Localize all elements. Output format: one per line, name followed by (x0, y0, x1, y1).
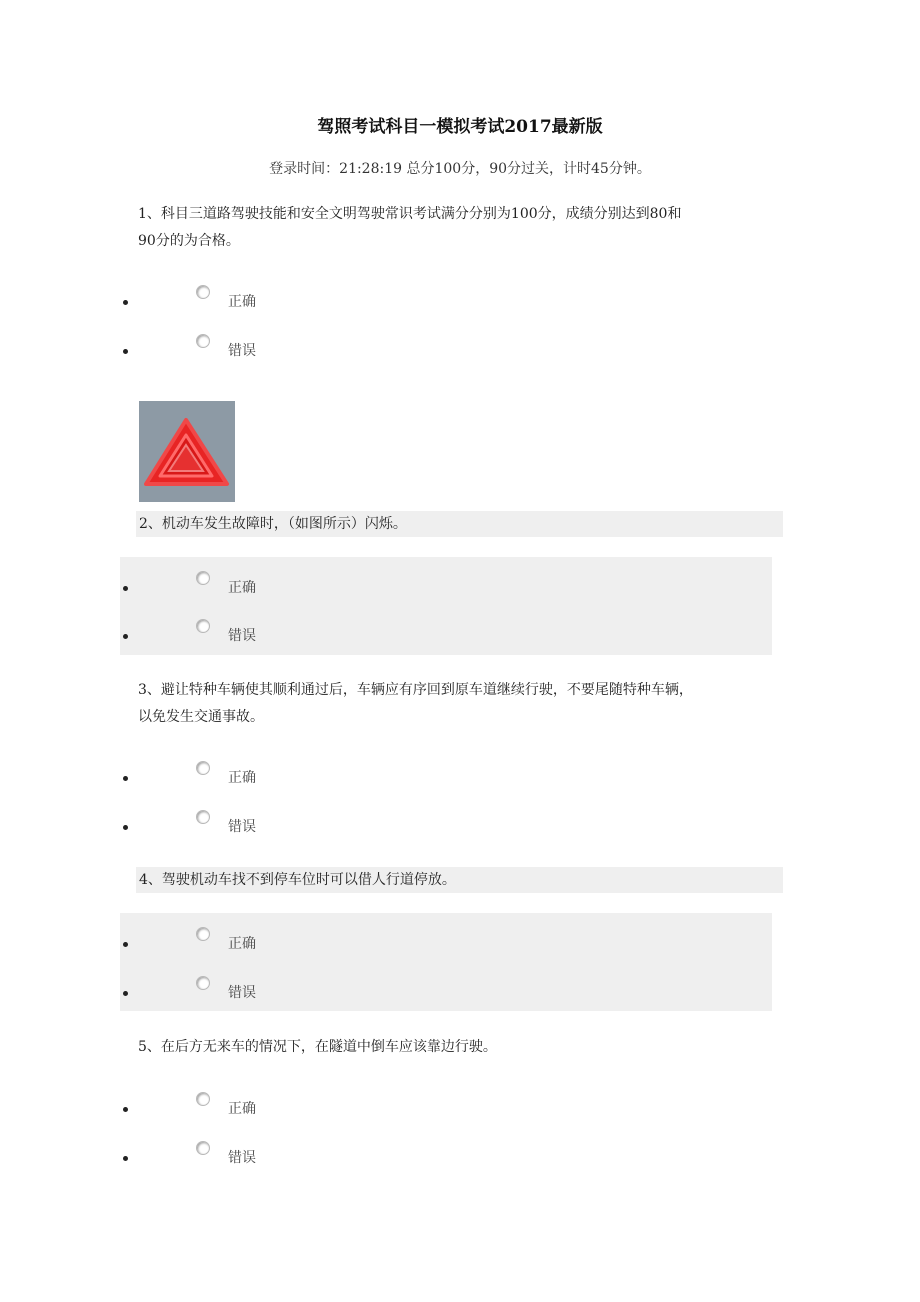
question-2-option-wrong[interactable] (0, 625, 400, 649)
radio-button-icon[interactable] (196, 976, 210, 990)
question-1-line-1: 1、科目三道路驾驶技能和安全文明驾驶常识考试满分分别为100分，成绩分别达到80和 (138, 206, 682, 222)
question-3-text (138, 677, 783, 731)
option-label: 正确 (228, 936, 256, 952)
hazard-warning-icon (139, 401, 235, 502)
page-title: 驾照考试科目一模拟考试2017最新版 (317, 117, 603, 137)
bullet-icon (123, 1156, 128, 1161)
radio-button-icon[interactable] (196, 1092, 210, 1106)
bullet-icon (123, 942, 128, 947)
radio-button-icon[interactable] (196, 619, 210, 633)
question-3-line-2: 以免发生交通事故。 (138, 709, 264, 725)
question-5-text (138, 1034, 783, 1061)
bullet-icon (123, 1107, 128, 1112)
radio-button-icon[interactable] (196, 927, 210, 941)
exam-info: 登录时间：21:28:19 总分100分，90分过关，计时45分钟。 (269, 161, 651, 177)
bullet-icon (123, 776, 128, 781)
question-5-option-correct[interactable] (0, 1098, 400, 1122)
bullet-icon (123, 349, 128, 354)
question-3-option-correct[interactable] (0, 767, 400, 791)
radio-button-icon[interactable] (196, 810, 210, 824)
question-5-option-wrong[interactable] (0, 1147, 400, 1171)
radio-button-icon[interactable] (196, 1141, 210, 1155)
question-4-option-wrong[interactable] (0, 982, 400, 1006)
question-1-line-2: 90分的为合格。 (138, 233, 240, 249)
bullet-icon (123, 634, 128, 639)
question-1-option-correct[interactable] (0, 291, 400, 315)
radio-button-icon[interactable] (196, 761, 210, 775)
question-4-text: 4、驾驶机动车找不到停车位时可以借人行道停放。 (139, 872, 456, 888)
question-3-option-wrong[interactable] (0, 816, 400, 840)
option-label: 正确 (228, 770, 256, 786)
bullet-icon (123, 300, 128, 305)
option-label: 错误 (228, 343, 256, 359)
question-1-option-wrong[interactable] (0, 340, 400, 364)
radio-button-icon[interactable] (196, 334, 210, 348)
question-4-band (136, 867, 783, 893)
option-label: 错误 (228, 1150, 256, 1166)
bullet-icon (123, 586, 128, 591)
question-2-option-correct[interactable] (0, 577, 400, 601)
question-2-text: 2、机动车发生故障时，（如图所示）闪烁。 (139, 516, 407, 532)
bullet-icon (123, 991, 128, 996)
option-label: 错误 (228, 819, 256, 835)
question-2-band (136, 511, 783, 537)
option-label: 正确 (228, 580, 256, 596)
option-label: 错误 (228, 628, 256, 644)
option-label: 错误 (228, 985, 256, 1001)
bullet-icon (123, 825, 128, 830)
question-4-option-correct[interactable] (0, 933, 400, 957)
question-5-line-1: 5、在后方无来车的情况下，在隧道中倒车应该靠边行驶。 (138, 1039, 497, 1055)
question-1-text (138, 201, 783, 255)
option-label: 正确 (228, 294, 256, 310)
radio-button-icon[interactable] (196, 285, 210, 299)
question-3-line-1: 3、避让特种车辆使其顺利通过后，车辆应有序回到原车道继续行驶，不要尾随特种车辆， (138, 682, 693, 698)
option-label: 正确 (228, 1101, 256, 1117)
radio-button-icon[interactable] (196, 571, 210, 585)
